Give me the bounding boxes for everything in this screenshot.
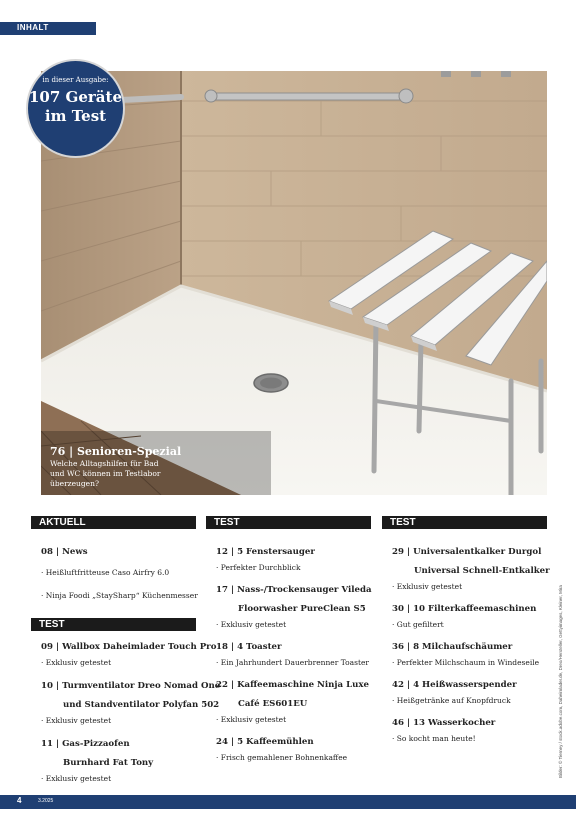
issue-badge (28, 61, 123, 156)
entry-title: 22 | Kaffeemaschine Ninja Luxe (216, 680, 369, 690)
entry-title: 42 | 4 Heißwasserspender (392, 680, 517, 690)
entry-sub: · Heißluftfritteuse Caso Airfry 6.0 (41, 568, 170, 577)
footer-bar (0, 795, 576, 809)
entry-title: 29 | Universalentkalker Durgol (392, 547, 542, 557)
entry-sub: · Exklusiv getestet (41, 774, 112, 783)
entry-title: 08 | News (41, 547, 88, 557)
entry-title: 11 | Gas-Pizzaofen (41, 739, 130, 749)
entry-sub: · Exklusiv getestet (41, 658, 112, 667)
toc-entry[interactable] (392, 600, 547, 631)
bathroom-shower-illustration (41, 71, 547, 495)
entry-sub: · Heißgetränke auf Knopfdruck (392, 696, 511, 705)
section-heading-aktuell: AKTUELL (31, 516, 196, 529)
toc-column-3 (382, 516, 550, 745)
entry-sub: · Exklusiv getestet (41, 716, 112, 725)
toc-entry[interactable] (392, 676, 547, 707)
image-credit: Bilder: © Tierney / stock.adobe.com, Daheimlader.de, Dreo/Hersteller, Gettyimages, Kleiner, Mira (558, 585, 563, 778)
hero-photo (41, 71, 547, 495)
toc-entry[interactable] (41, 638, 217, 669)
toc-entry[interactable] (216, 733, 371, 764)
entry-title-cont: Universal Schnell-Entkalker (414, 566, 550, 576)
section-heading-test: TEST (31, 618, 196, 631)
badge-title: 107 Geräte im Test (29, 88, 122, 125)
section-heading-test: TEST (382, 516, 547, 529)
entry-title: 18 | 4 Toaster (216, 642, 282, 652)
section-header-bar (0, 22, 96, 35)
entry-title: 46 | 13 Wasserkocher (392, 718, 496, 728)
entry-sub: · Ninja Foodi „StaySharp“ Küchenmesser (41, 591, 198, 600)
entry-title-cont: und Standventilator Polyfan 502 (63, 700, 220, 710)
entry-title: 17 | Nass-/Trockensauger Vileda (216, 585, 372, 595)
entry-title: 36 | 8 Milchaufschäumer (392, 642, 513, 652)
toc-entry[interactable] (216, 581, 371, 631)
entry-title: 10 | Turmventilator Dreo Nomad One (41, 681, 221, 691)
toc-entry[interactable] (392, 714, 547, 745)
caption-title: 76 | Senioren-Spezial (50, 445, 182, 458)
entry-title-cont: Café ES601EU (238, 699, 308, 709)
page-number: 4 (17, 796, 22, 805)
toc-entry[interactable] (216, 676, 371, 726)
entry-title: 09 | Wallbox Daheimlader Touch Pro (41, 642, 217, 652)
entry-sub: · Exklusiv getestet (216, 715, 287, 724)
issue-number: 3.2025 (38, 798, 54, 804)
entry-sub: · Exklusiv getestet (216, 620, 287, 629)
entry-title: 12 | 5 Fenstersauger (216, 547, 315, 557)
badge-subtitle: in dieser Ausgabe: (42, 76, 109, 84)
entry-title: 24 | 5 Kaffeemühlen (216, 737, 314, 747)
toc-column-1 (31, 516, 221, 785)
hero-caption (50, 445, 210, 489)
toc-entry[interactable] (216, 638, 371, 669)
toc-entry[interactable] (41, 735, 196, 785)
entry-sub: · Perfekter Durchblick (216, 563, 301, 572)
entry-sub: · Perfekter Milchschaum in Windeseile (392, 658, 540, 667)
toc-entry[interactable] (41, 677, 221, 727)
toc-entry[interactable] (216, 543, 371, 574)
toc-entry[interactable] (392, 638, 547, 669)
entry-sub: · Gut gefiltert (392, 620, 444, 629)
section-heading-test: TEST (206, 516, 371, 529)
entry-title-cont: Floorwasher PureClean S5 (238, 604, 366, 614)
section-label: INHALT (17, 23, 49, 32)
toc-entry[interactable] (392, 543, 550, 593)
entry-sub: · Ein Jahrhundert Dauerbrenner Toaster (216, 658, 369, 667)
entry-sub: · So kocht man heute! (392, 734, 476, 743)
entry-title: 30 | 10 Filterkaffeemaschinen (392, 604, 537, 614)
entry-sub: · Exklusiv getestet (392, 582, 463, 591)
toc-column-2 (206, 516, 371, 764)
toc-entry[interactable] (41, 543, 196, 602)
caption-description: Welche Alltagshilfen für Bad und WC können im Testlabor überzeugen? (50, 459, 161, 488)
entry-title-cont: Burnhard Fat Tony (63, 758, 154, 768)
entry-sub: · Frisch gemahlener Bohnenkaffee (216, 753, 348, 762)
